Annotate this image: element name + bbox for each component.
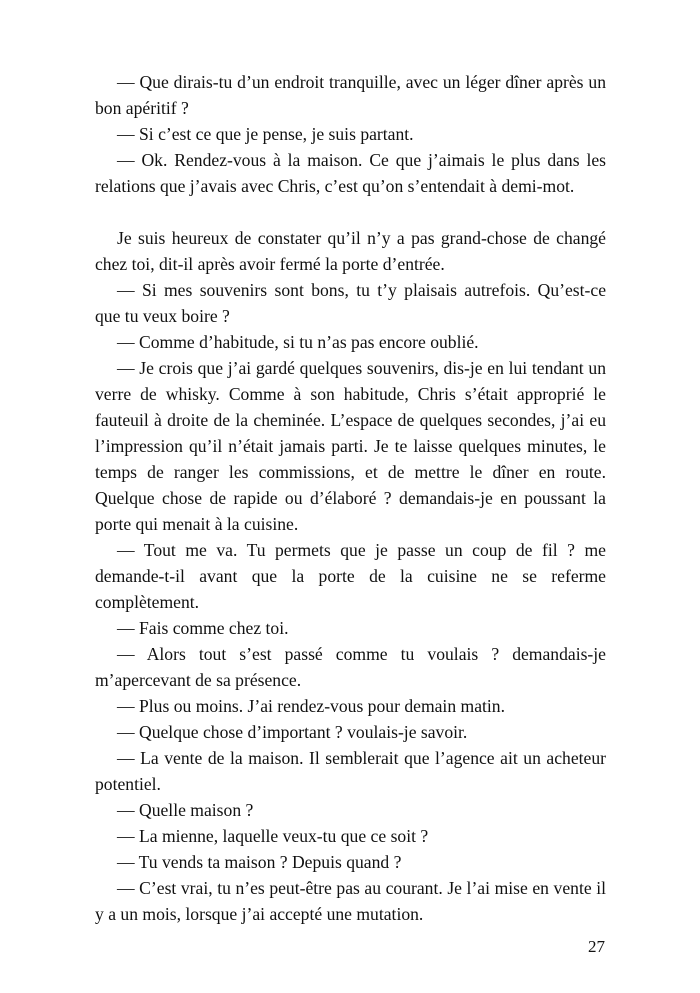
page-number: 27 (588, 937, 605, 956)
paragraph: — La mienne, laquelle veux-tu que ce soit ? (117, 826, 429, 846)
paragraph: — C’est vrai, tu n’es peut-être pas au courant. Je l’ai mise en vente il y a un mois, lorsque j’ai accepté une mutation. (95, 878, 606, 924)
paragraph: — Que dirais-tu d’un endroit tranquille, avec un léger dîner après un bon apéritif ? (95, 72, 606, 118)
paragraph: — Alors tout s’est passé comme tu voulais ? demandais-je m’apercevant de sa présence. (95, 644, 606, 690)
text-section-1 (95, 69, 606, 199)
paragraph: — Ok. Rendez-vous à la maison. Ce que j’aimais le plus dans les relations que j’avais avec Chris, c’est qu’on s’entendait à demi-mot. (95, 150, 606, 196)
paragraph: — Tout me va. Tu permets que je passe un coup de fil ? me demande-t-il avant que la porte de la cuisine ne se referme complètement. (95, 540, 606, 612)
paragraph: — Je crois que j’ai gardé quelques souvenirs, dis-je en lui tendant un verre de whisky. Comme à son habitude, Chris s’était approprié le fauteuil à droite de la cheminée. L’espace de quelques secondes, j’ai eu l’impression qu’il n’était jamais parti. Je te laisse quelques minutes, le temps de ranger les commissions, et de mettre le dîner en route. Quelque chose de rapide ou d’élaboré ? demandais-je en poussant la porte qui menait à la cuisine. (95, 358, 606, 534)
paragraph: Je suis heureux de constater qu’il n’y a pas grand-chose de changé chez toi, dit-il après avoir fermé la porte d’entrée. (95, 228, 606, 274)
paragraph: — Si mes souvenirs sont bons, tu t’y plaisais autrefois. Qu’est-ce que tu veux boire ? (95, 280, 606, 326)
paragraph: — Tu vends ta maison ? Depuis quand ? (117, 852, 402, 872)
paragraph: — Comme d’habitude, si tu n’as pas encore oublié. (117, 332, 479, 352)
paragraph: — Plus ou moins. J’ai rendez-vous pour demain matin. (117, 696, 505, 716)
paragraph: — Quelle maison ? (117, 800, 254, 820)
paragraph: — La vente de la maison. Il semblerait que l’agence ait un acheteur potentiel. (95, 748, 606, 794)
text-section-3 (95, 641, 606, 927)
paragraph: — Si c’est ce que je pense, je suis partant. (117, 124, 414, 144)
paragraph: — Fais comme chez toi. (117, 618, 289, 638)
paragraph: — Quelque chose d’important ? voulais-je savoir. (117, 722, 468, 742)
text-section-2 (95, 225, 606, 641)
